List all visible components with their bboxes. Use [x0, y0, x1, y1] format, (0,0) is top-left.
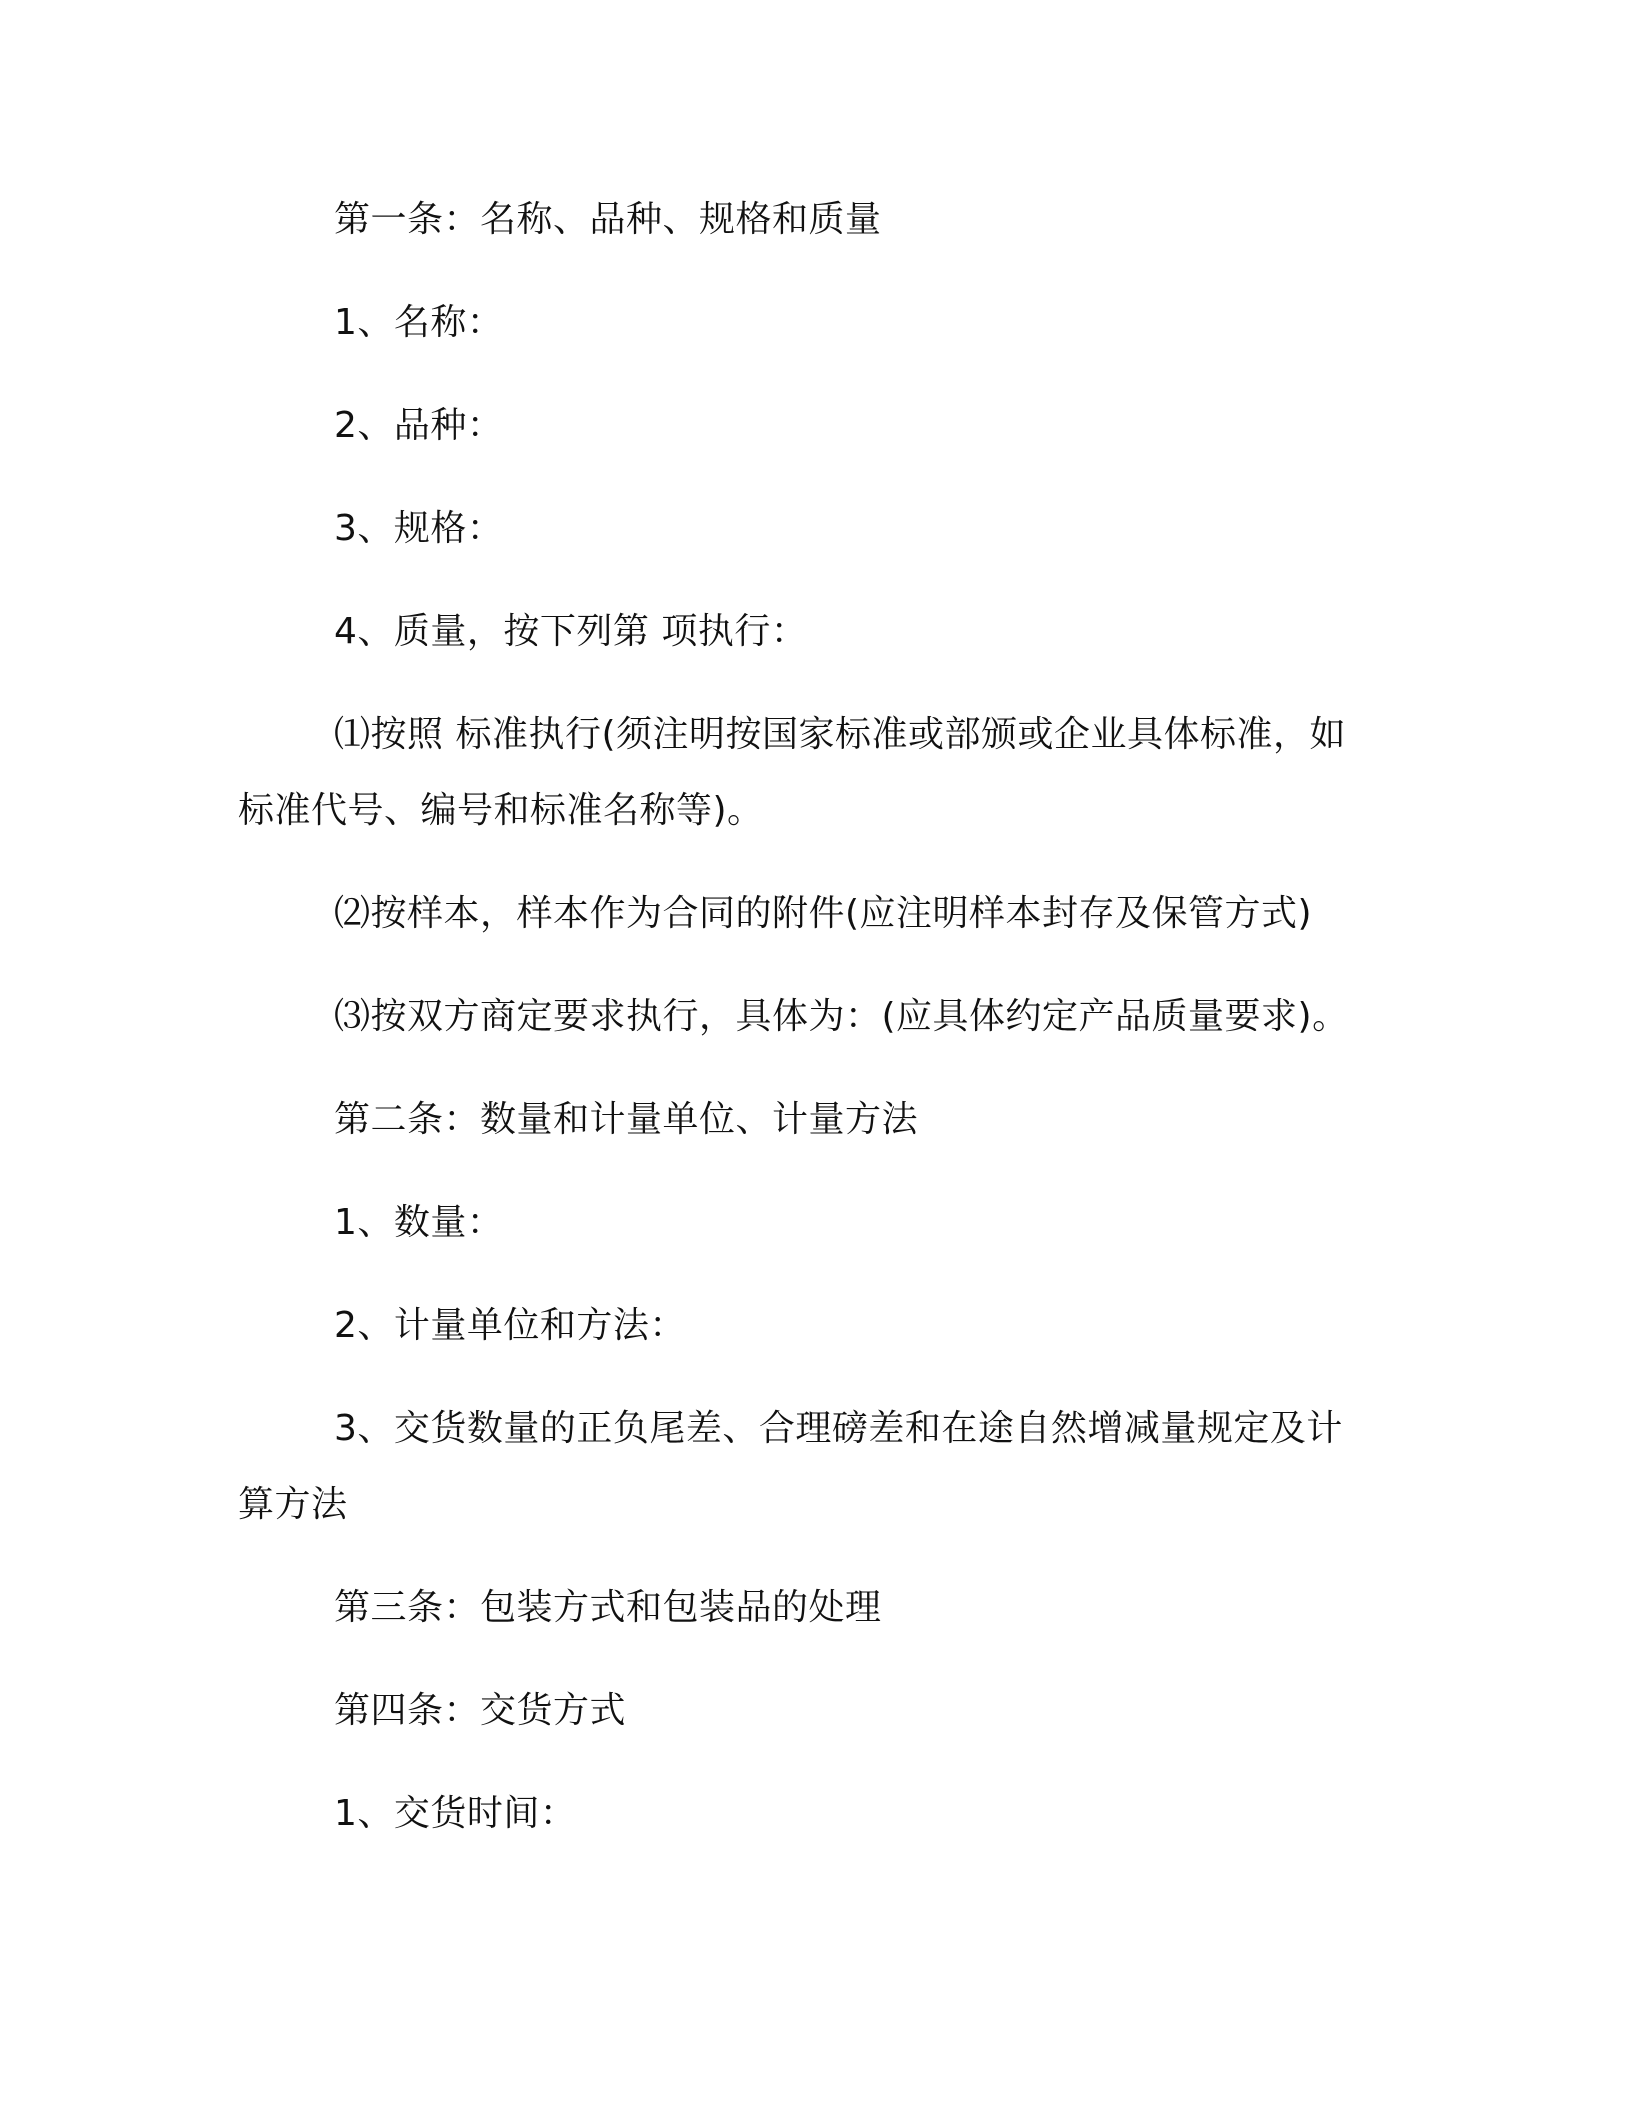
quality-option-3: ⑶按双方商定要求执行，具体为：(应具体约定产品质量要求)。	[334, 996, 1349, 1037]
article-1-heading: 第一条：名称、品种、规格和质量	[334, 199, 882, 240]
article-2-heading: 第二条：数量和计量单位、计量方法	[334, 1099, 919, 1140]
article-1-item-variety: 2、品种：	[334, 405, 504, 446]
article-1-item-quality: 4、质量，按下列第 项执行：	[334, 611, 808, 652]
article-2-item-unit-method: 2、计量单位和方法：	[334, 1305, 686, 1346]
article-4-heading: 第四条：交货方式	[334, 1690, 627, 1731]
article-2-item-quantity: 1、数量：	[334, 1202, 504, 1243]
quality-option-1: ⑴按照 标准执行(须注明按国家标准或部颁或企业具体标准，如标准代号、编号和标准名称等)。	[238, 714, 1346, 831]
article-2-item-tolerance: 3、交货数量的正负尾差、合理磅差和在途自然增减量规定及计算方法	[238, 1408, 1343, 1525]
article-1-item-name: 1、名称：	[334, 302, 504, 343]
article-1-item-spec: 3、规格：	[334, 508, 504, 549]
article-4-item-delivery-time: 1、交货时间：	[334, 1793, 577, 1834]
quality-option-2: ⑵按样本，样本作为合同的附件(应注明样本封存及保管方式)	[334, 893, 1313, 934]
document-body	[238, 182, 1368, 1879]
article-3-heading: 第三条：包装方式和包装品的处理	[334, 1587, 882, 1628]
